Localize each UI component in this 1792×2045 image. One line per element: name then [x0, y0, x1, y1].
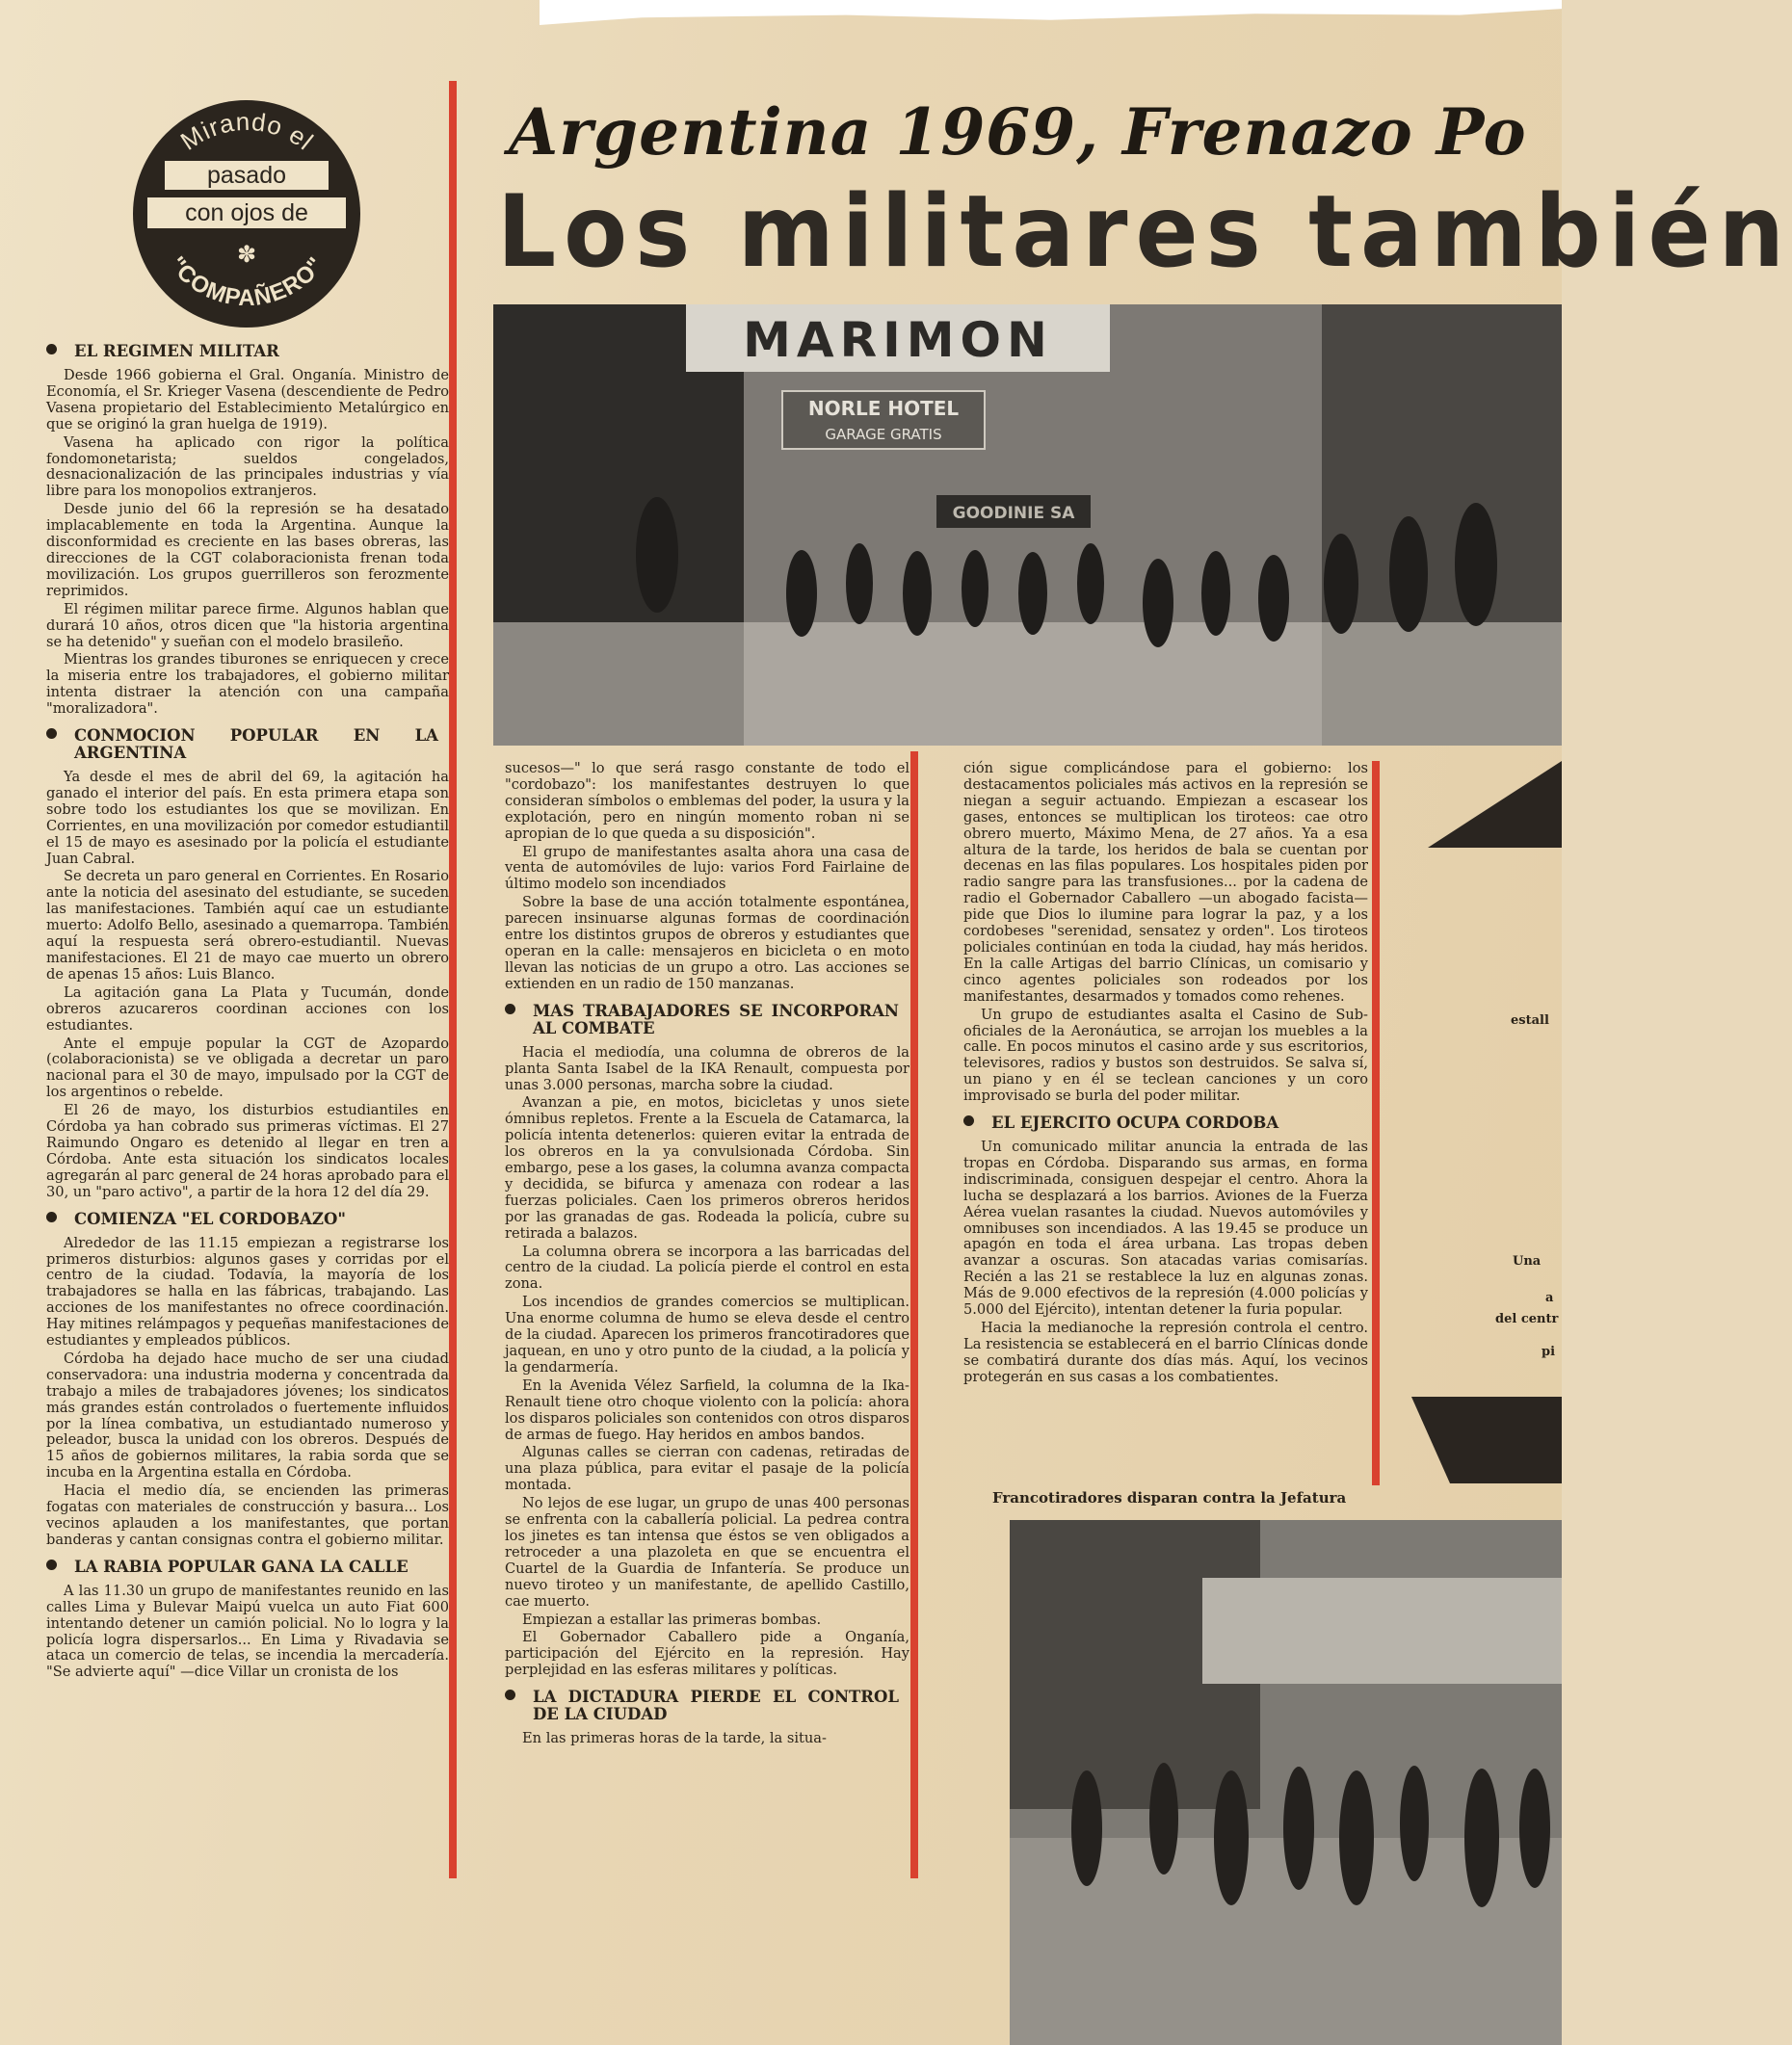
- photo-sign-marimon-text: MARIMON: [743, 312, 1053, 368]
- paragraph: En la Avenida Vélez Sarfield, la columna de la Ika-Renault tiene otro choque violento con la policía: ahora los disparos policiales son contenidos con otros disparos de armas de fuego. Hay heridos en ambos bandos.: [505, 1376, 909, 1443]
- paragraph: Un grupo de estudiantes asalta el Casino de Sub-oficiales de la Aeronáutica, se arrojan los muebles a la calle. En pocos minutos el casino arde y sus escritorios, televisores, radios y bustos son destruidos. Se salva sí, un piano y en él se teclean canciones y un coro improvisado se burla del poder militar.: [963, 1006, 1368, 1105]
- arrow-shape-bottom: [1411, 1397, 1562, 1483]
- paragraph: Ya desde el mes de abril del 69, la agitación ha ganado el interior del país. En esta primera etapa son sobre todo los estudiantes los que se movilizan. En Corrientes, en una movilización por comedor estudiantil el 15 de mayo es asesinado por la policía el estudiante Juan Cabral.: [46, 769, 449, 867]
- section-heading-ejercito: EL EJERCITO OCUPA CORDOBA: [963, 1114, 1368, 1132]
- paragraph: El régimen militar parece firme. Algunos hablan que durará 10 años, otros dicen que "la historia argentina se ha detenido" y sueñan con el modelo brasileño.: [46, 600, 449, 650]
- paragraph: En las primeras horas de la tarde, la situa-: [522, 1730, 827, 1747]
- photo-sign-shop-text: GOODINIE SA: [952, 504, 1075, 523]
- paragraph: ción sigue complicándose para el gobierno: los destacamentos policiales más activos en la represión se niegan a seguir actuando. Empiezan a escasear los gases, entonces se multiplican los tiroteos: cae otro obrero muerto, Máximo Mena, de 27 años. Ya a esa altura de la tarde, los heridos de bala se cuentan por decenas en las filas populares. Los hospitales piden por radio sangre para las transfusiones... por la cadena de radio el Gobernador Caballero —un abogado facista— pide que Dios lo ilumine para lograr la paz, y a los cordobeses "serenidad, sensatez y orden". Los tiroteos policiales continúan en toda la ciudad, hay más heridos. En la calle Artigas del barrio Clínicas, un comisario y cinco agentes policiales son rodeados por los manifestantes, desarmados y tomados como rehenes.: [963, 760, 1368, 1005]
- flower-icon: ✽: [236, 241, 257, 268]
- photo-street: [493, 622, 1562, 746]
- arrow-shape-top: [1428, 761, 1562, 848]
- red-rule-left: [449, 81, 457, 1878]
- paragraph: Los incendios de grandes comercios se multiplican. Una enorme columna de humo se eleva desde el centro de la ciudad. Aparecen los primeros francotiradores que jaquean, en uno y otro punto de la ciudad, a la policía y la gendarmería.: [505, 1294, 909, 1376]
- badge-arc-bottom: "COMPAÑERO": [163, 251, 330, 312]
- paragraph: La agitación gana La Plata y Tucumán, donde obreros azucareros coordinan acciones con los estudiantes.: [46, 983, 449, 1034]
- truncated-text-c: a: [1545, 1291, 1554, 1305]
- bullet-icon: [505, 1690, 515, 1700]
- riot-street-photo: [493, 304, 1562, 746]
- section-heading-conmocion: CONMOCION POPULAR EN LA ARGENTINA: [46, 727, 449, 762]
- paragraph: Desde 1966 gobierna el Gral. Onganía. Ministro de Economía, el Sr. Krieger Vasena (descendiente de Pedro Vasena propietario del Establecimiento Metalúrgico en que se originó la gran huelga de 1919).: [46, 367, 449, 433]
- paragraph: sucesos—" lo que será rasgo constante de todo el "cordobazo": los manifestantes destruyen lo que consideran símbolos o emblemas del poder, la usura y la explotación, pero en ningún momento roban ni se apropian de lo que queda a su disposición".: [505, 760, 909, 842]
- bullet-icon: [46, 1560, 57, 1570]
- paragraph: El 26 de mayo, los disturbios estudiantiles en Córdoba ya han cobrado sus primeras víctimas. El 27 Raimundo Ongaro es detenido al llegar en tren a Córdoba. Ante esta situación los sindicatos locales agregarán al parc general de 24 horas aprobado para el 30, un "paro activo", a partir de la hora 12 del día 29.: [46, 1102, 449, 1200]
- paragraph: Vasena ha aplicado con rigor la política fondomonetarista; sueldos congelados, desnacionalización de las principales industrias y vía libre para los monopolios extranjeros.: [46, 433, 449, 500]
- paragraph: Desde junio del 66 la represión se ha desatado implacablemente en toda la Argentina. Aunque la disconformidad es creciente en las bases obreras, las direcciones de la CGT colaboracionista frenan toda movilización. Los grupos guerrilleros son ferozmente reprimidos.: [46, 501, 449, 599]
- paragraph: Hacia el medio día, se encienden las primeras fogatas con materiales de construcción y basura... Los vecinos aplauden a los manifestantes, que portan banderas y cantan consignas contra el gobierno militar.: [46, 1482, 449, 1548]
- truncated-text-e: pi: [1542, 1345, 1556, 1359]
- paragraph: Avanzan a pie, en motos, bicicletas y unos siete ómnibus repletos. Frente a la Escuela de Catamarca, la policía intenta detenerlos: quieren evitar la entrada de los obreros en la ya convulsionada Córdoba. Sin embargo, pese a los gases, la columna avanza compacta y decidida, se bifurca y amenaza con rodear a las fuerzas policiales. Caen los primeros obreros heridos por las granadas de gas. Rodeada la policía, cubre su retirada a balazos.: [505, 1094, 909, 1242]
- paragraph: Mientras los grandes tiburones se enriquecen y crece la miseria entre los trabajadores, el gobierno militar intenta distraer la atención con una campaña "moralizadora".: [46, 651, 449, 718]
- section-heading-rabia: LA RABIA POPULAR GANA LA CALLE: [46, 1559, 449, 1576]
- paragraph: La columna obrera se incorpora a las barricadas del centro de la ciudad. La policía pierde el control en esta zona.: [505, 1243, 909, 1293]
- photo-caption: Francotiradores disparan contra la Jefatura: [992, 1489, 1347, 1507]
- section-heading-trabajadores: MAS TRABAJADORES SE INCORPORAN AL COMBATE: [505, 1003, 909, 1037]
- section-heading-dictadura: LA DICTADURA PIERDE EL CONTROL DE LA CIUDAD: [505, 1689, 909, 1723]
- bullet-icon: [505, 1004, 515, 1014]
- main-headline: Los militares también: [497, 173, 1792, 290]
- red-rule-right: [1372, 761, 1380, 1485]
- bullet-icon: [46, 728, 57, 739]
- photo2-building: [1202, 1578, 1562, 1684]
- paragraph: Alrededor de las 11.15 empiezan a registrarse los primeros disturbios: algunos gases y corridas por el centro de la ciudad. Todavía, la mayoría de los trabajadores se halla en las fábricas, trabajando. Las acciones de los manifestantes no ofrece coordinación. Hay mitines relámpagos y pequeñas manifestaciones de estudiantes y empleados públicos.: [46, 1234, 449, 1350]
- badge-arc-top: Mirando el: [174, 106, 320, 156]
- mirando-el-pasado-badge: [128, 96, 365, 328]
- truncated-text-d: del centr: [1495, 1312, 1559, 1326]
- section-heading-regimen: EL REGIMEN MILITAR: [46, 343, 449, 360]
- photo-sign-garage-text: GARAGE GRATIS: [825, 426, 942, 443]
- bullet-icon: [46, 1212, 57, 1222]
- paragraph: Empiezan a estallar las primeras bombas.: [522, 1611, 822, 1628]
- article-column-3: [963, 761, 1368, 1388]
- badge-line-3: con ojos de: [185, 199, 308, 226]
- kicker-headline: Argentina 1969, Frenazo Po: [509, 94, 1527, 170]
- paragraph: Se decreta un paro general en Corrientes. En Rosario ante la noticia del asesinato del estudiante, se suceden las manifestaciones. También aquí cae un estudiante muerto: Adolfo Bello, asesinado a quemarropa. También aquí la respuesta será obrero-estudiantil. Nuevas manifestaciones. El 21 de mayo cae muerto un obrero de apenas 15 años: Luis Blanco.: [46, 868, 449, 983]
- paragraph: Hacia la medianoche la represión controla el centro. La resistencia se establecerá en el barrio Clínicas donde se combatirá durante dos días más. Aquí, los vecinos protegerán en sus casas a los combatientes.: [963, 1320, 1368, 1385]
- paragraph: A las 11.30 un grupo de manifestantes reunido en las calles Lima y Bulevar Maipú vuelca un auto Fiat 600 intentando detener un camión policial. No lo logra y la policía logra dispersarlos... En Lima y Rivadavia se ataca un comercio de telas, se incendia la mercadería. "Se advierte aquí" —dice Villar un cronista de los: [46, 1582, 449, 1681]
- paragraph: Ante el empuje popular la CGT de Azopardo (colaboracionista) se ve obligada a decretar un paro nacional para el 30 de mayo, impulsado por la CGT de los argentinos o rebelde.: [46, 1035, 449, 1101]
- badge-line-2: pasado: [206, 162, 287, 189]
- truncated-text-b: Una: [1513, 1254, 1542, 1269]
- paragraph: Córdoba ha dejado hace mucho de ser una ciudad conservadora: una industria moderna y concentrada da trabajo a miles de trabajadores jóvenes; los sindicatos más grandes están controlados o fuertemente influidos por la línea combativa, un estudiantado numeroso y peleador, busca la unidad con los obreros. Después de 15 años de gobiernos militares, la rabia sorda que se incuba en la Argentina estalla en Córdoba.: [46, 1350, 449, 1481]
- bullet-icon: [46, 344, 57, 354]
- article-column-1: [46, 333, 449, 1683]
- paragraph: Hacia el mediodía, una columna de obreros de la planta Santa Isabel de la IKA Renault, compuesta por unas 3.000 personas, marcha sobre la ciudad.: [505, 1043, 909, 1093]
- truncated-text-a: estall: [1511, 1013, 1549, 1028]
- paragraph: Un comunicado militar anuncia la entrada de las tropas en Córdoba. Disparando sus armas, en forma indiscriminada, consiguen despejar el centro. Ahora la lucha se desplazará a los barrios. Aviones de la Fuerza Aérea vuelan rasantes la ciudad. Nuevos automóviles y omnibuses son incendiados. A las 19.45 se produce un apagón en toda el área urbana. Las tropas deben avanzar a oscuras. Son atacadas varias comisarías. Recién a las 21 se restablece la luz en algunas zonas. Más de 9.000 efectivos de la represión (4.000 policías y 5.000 del Ejército), intentan detener la furia popular.: [963, 1139, 1368, 1319]
- red-rule-middle: [910, 751, 918, 1878]
- paragraph: Algunas calles se cierran con cadenas, retiradas de una plaza pública, para evitar el pasaje de la policía montada.: [505, 1444, 909, 1494]
- bullet-icon: [963, 1115, 974, 1126]
- paragraph: El grupo de manifestantes asalta ahora una casa de venta de automóviles de lujo: varios Ford Fairlaine de último modelo son incendiados: [505, 843, 909, 893]
- paragraph: No lejos de ese lugar, un grupo de unas 400 personas se enfrenta con la caballería policial. La pedrea contra los jinetes es tan intensa que éstos se ven obligados a retroceder a una plazoleta en que se encuentra el Cuartel de la Guardia de Infantería. Se produce un nuevo tiroteo y un manifestante, de apellido Castillo, cae muerto.: [505, 1495, 909, 1610]
- paragraph: Sobre la base de una acción totalmente espontánea, parecen insinuarse algunas formas de coordinación entre los distintos grupos de obreros y estudiantes que operan en la calle: mensajeros en bicicleta o en moto llevan las noticias de un grupo a otro. Las acciones se extienden en un radio de 150 manzanas.: [505, 894, 909, 992]
- article-column-2: [505, 761, 909, 1749]
- section-heading-cordobazo: COMIENZA "EL CORDOBAZO": [46, 1211, 449, 1228]
- soldiers-street-photo: [1010, 1520, 1562, 2045]
- paragraph: El Gobernador Caballero pide a Onganía, participación del Ejército en la represión. Hay perplejidad en las esferas militares y políticas.: [505, 1629, 909, 1679]
- photo-sign-hotel-text: NORLE HOTEL: [807, 397, 960, 420]
